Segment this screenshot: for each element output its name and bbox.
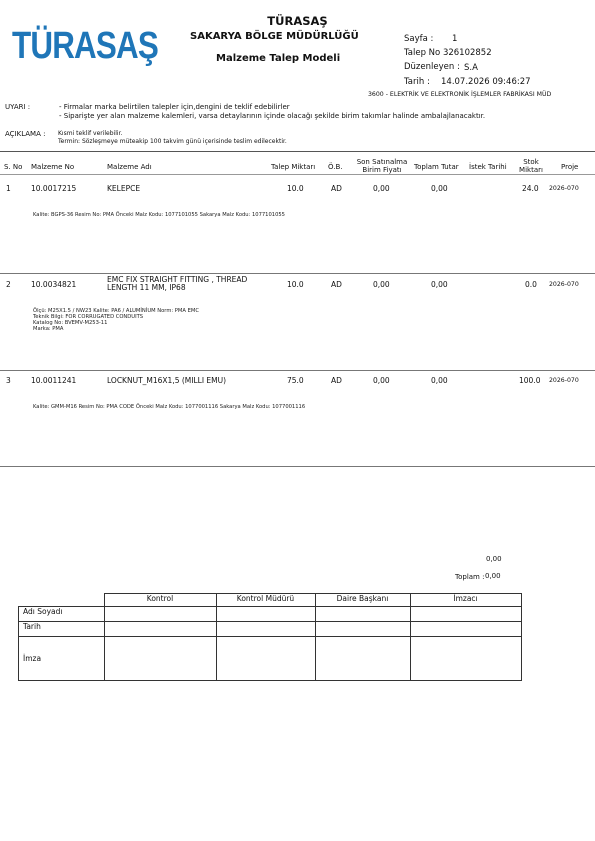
toplam-label: Toplam : bbox=[455, 573, 485, 581]
sig-cell bbox=[315, 622, 410, 637]
row2-detail-line1: Ölçü: M25X1.5 / NW23 Kalite: PA6 / ALUMİNİUM Norm: PMA EMC bbox=[33, 308, 199, 314]
col-malzeme-adi: Malzeme Adı bbox=[107, 163, 152, 171]
col-stok bbox=[516, 158, 546, 174]
row2-bottom-rule bbox=[0, 370, 595, 371]
row3-malzeme-no: 10.0011241 bbox=[31, 376, 77, 385]
sig-col-imzaci: İmzacı bbox=[410, 594, 521, 607]
form-title: Malzeme Talep Modeli bbox=[216, 53, 341, 64]
toplam-value: 0,00 bbox=[485, 572, 501, 580]
sig-cell bbox=[315, 637, 410, 681]
sayfa-value: 1 bbox=[452, 34, 458, 44]
duzenleyen-value: S.A bbox=[464, 63, 478, 73]
col-toplam-tutar: Toplam Tutar bbox=[414, 163, 459, 171]
uyari-label: UYARI : bbox=[5, 103, 31, 111]
col-stok-line1: Stok bbox=[523, 158, 539, 166]
sig-cell bbox=[315, 607, 410, 622]
sig-col-daire-baskani: Daire Başkanı bbox=[315, 594, 410, 607]
row1-proje: 2026-070 bbox=[549, 185, 579, 192]
row3-toplam: 0,00 bbox=[431, 376, 448, 385]
row2-birim-fiyat: 0,00 bbox=[373, 280, 390, 289]
signature-corner bbox=[19, 594, 105, 607]
row2-malzeme-adi-line1: EMC FIX STRAIGHT FITTING , THREAD bbox=[107, 275, 248, 284]
col-sno: S. No bbox=[4, 163, 23, 171]
sig-cell bbox=[216, 607, 315, 622]
row2-toplam: 0,00 bbox=[431, 280, 448, 289]
sig-cell bbox=[410, 622, 521, 637]
sig-col-kontrol: Kontrol bbox=[104, 594, 216, 607]
sig-row-adi-soyadi: Adı Soyadı bbox=[19, 607, 105, 622]
row2-detail bbox=[33, 308, 199, 332]
header-bottom-rule bbox=[0, 174, 595, 175]
sig-col-kontrol-muduru: Kontrol Müdürü bbox=[216, 594, 315, 607]
row1-detail: Kalite: BGPS-36 Resim No: PMA Önceki Malz Kodu: 1077101055 Sakarya Malz Kodu: 1077101055 bbox=[33, 212, 285, 218]
row2-detail-line4: Marka: PMA bbox=[33, 326, 64, 332]
row3-talep: 75.0 bbox=[287, 376, 304, 385]
row3-birim-fiyat: 0,00 bbox=[373, 376, 390, 385]
row3-proje: 2026-070 bbox=[549, 377, 579, 384]
row1-bottom-rule bbox=[0, 273, 595, 274]
row1-ob: AD bbox=[331, 184, 342, 193]
col-ob: Ö.B. bbox=[328, 163, 343, 171]
subtotal-value: 0,00 bbox=[486, 555, 502, 563]
turasas-logo bbox=[12, 22, 189, 67]
row2-proje: 2026-070 bbox=[549, 281, 579, 288]
department: 3600 - ELEKTRİK VE ELEKTRONİK İŞLEMLER FABRİKASI MÜD bbox=[368, 91, 552, 98]
row1-birim-fiyat: 0,00 bbox=[373, 184, 390, 193]
aciklama-line-2: Termin: Sözleşmeye müteakip 100 takvim günü içerisinde teslim edilecektir. bbox=[58, 138, 287, 145]
row2-detail-line3: Katalog No: BVEMV-M253-11 bbox=[33, 320, 108, 326]
company-title: TÜRASAŞ bbox=[267, 14, 328, 28]
row2-malzeme-no: 10.0034821 bbox=[31, 280, 77, 289]
tarih-value: 14.07.2026 09:46:27 bbox=[441, 77, 531, 87]
col-son-satinalma-line2: Birim Fiyatı bbox=[362, 166, 402, 174]
row1-talep: 10.0 bbox=[287, 184, 304, 193]
row2-stok: 0.0 bbox=[525, 280, 537, 289]
row2-talep: 10.0 bbox=[287, 280, 304, 289]
row2-detail-line2: Teknik Bilgi: FOR CORRUGATED CONDUITS bbox=[33, 314, 144, 320]
row2-malzeme-adi-line2: LENGTH 11 MM, IP68 bbox=[107, 283, 186, 292]
sig-cell bbox=[216, 637, 315, 681]
uyari-line-2: - Siparişte yer alan malzeme kalemleri, varsa detaylarının içinde olacağı şekilde birim takımlar halinde ambalajlanacaktır. bbox=[59, 112, 486, 120]
col-talep-miktari: Talep Miktarı bbox=[271, 163, 316, 171]
sig-cell bbox=[410, 637, 521, 681]
sig-cell bbox=[216, 622, 315, 637]
sig-cell bbox=[104, 637, 216, 681]
row1-malzeme-adi: KELEPCE bbox=[107, 184, 141, 193]
row2-sno: 2 bbox=[6, 280, 11, 289]
sig-row-imza: İmza bbox=[19, 637, 105, 681]
col-son-satinalma-line1: Son Satınalma bbox=[356, 158, 408, 166]
talep-no: Talep No 326102852 bbox=[404, 48, 492, 58]
col-son-satinalma bbox=[354, 158, 410, 174]
row1-sno: 1 bbox=[6, 184, 11, 193]
tarih-label: Tarih : bbox=[404, 77, 430, 87]
row1-malzeme-no: 10.0017215 bbox=[31, 184, 77, 193]
col-proje: Proje bbox=[561, 163, 579, 171]
row1-stok: 24.0 bbox=[522, 184, 539, 193]
col-stok-line2: Miktarı bbox=[519, 166, 543, 174]
row3-malzeme-adi: LOCKNUT_M16X1,5 (MILLI EMU) bbox=[107, 376, 227, 385]
aciklama-line-1: Kısmi teklif verilebilir. bbox=[58, 130, 123, 137]
table-bottom-rule bbox=[0, 466, 595, 467]
col-istek-tarihi: İstek Tarihi bbox=[469, 163, 507, 171]
sayfa-label: Sayfa : bbox=[404, 34, 434, 44]
row3-ob: AD bbox=[331, 376, 342, 385]
region-title: SAKARYA BÖLGE MÜDÜRLÜĞÜ bbox=[190, 31, 359, 42]
duzenleyen-label: Düzenleyen : bbox=[404, 62, 460, 72]
sig-cell bbox=[410, 607, 521, 622]
col-malzeme-no: Malzeme No bbox=[31, 163, 75, 171]
uyari-line-1: - Firmalar marka belirtilen talepler için,dengini de teklif edebilirler bbox=[59, 103, 290, 111]
aciklama-label: AÇIKLAMA : bbox=[5, 130, 46, 138]
logo-text: TÜRASAŞ bbox=[12, 25, 189, 67]
row2-malzeme-adi bbox=[107, 276, 247, 292]
table-top-rule bbox=[0, 151, 595, 152]
row2-ob: AD bbox=[331, 280, 342, 289]
row1-toplam: 0,00 bbox=[431, 184, 448, 193]
sig-cell bbox=[104, 622, 216, 637]
row3-detail: Kalite: GMM-M16 Resim No: PMA CODE Önceki Malz Kodu: 1077001116 Sakarya Malz Kodu: 1077001116 bbox=[33, 404, 306, 410]
sig-row-tarih: Tarih bbox=[19, 622, 105, 637]
sig-cell bbox=[104, 607, 216, 622]
row3-sno: 3 bbox=[6, 376, 11, 385]
row3-stok: 100.0 bbox=[519, 376, 541, 385]
signature-table bbox=[18, 593, 522, 681]
